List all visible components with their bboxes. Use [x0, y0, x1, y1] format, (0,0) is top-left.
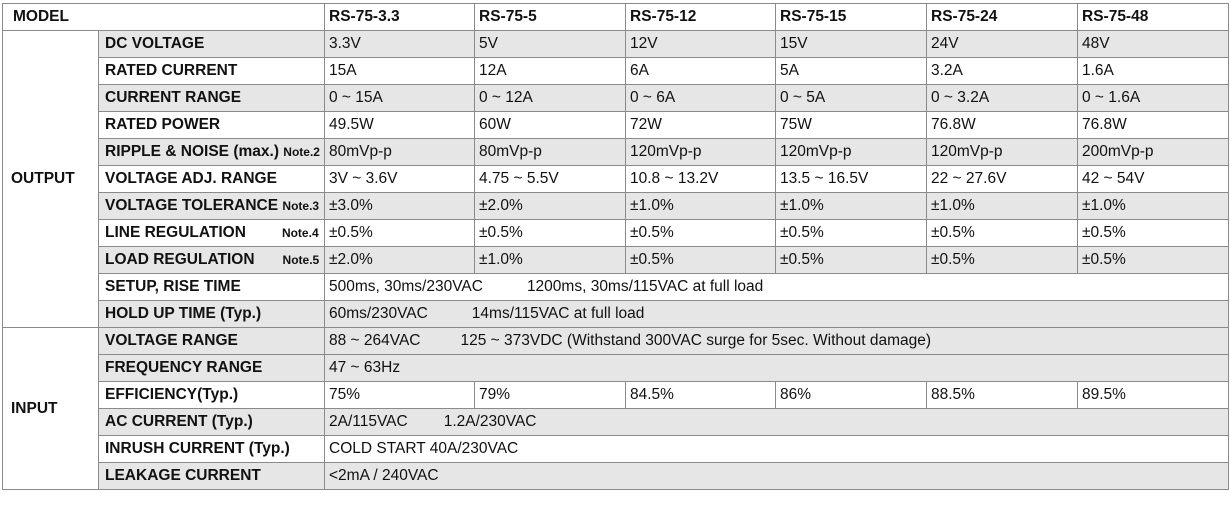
table-cell: 0 ~ 15A	[325, 85, 475, 112]
value-part: 14ms/115VAC at full load	[471, 305, 645, 322]
note-ref: Note.2	[283, 145, 320, 159]
table-cell: ±2.0%	[475, 193, 626, 220]
table-cell: 120mVp-p	[927, 139, 1078, 166]
table-cell: 72W	[626, 112, 776, 139]
table-cell: 76.8W	[1078, 112, 1229, 139]
table-cell: 75%	[325, 382, 475, 409]
table-cell: 120mVp-p	[626, 139, 776, 166]
table-row	[3, 58, 1229, 85]
table-cell: 89.5%	[1078, 382, 1229, 409]
table-cell: ±1.0%	[475, 247, 626, 274]
output-group-label: OUTPUT	[3, 31, 99, 328]
value-part: 1200ms, 30ms/115VAC at full load	[526, 278, 764, 295]
table-cell: 120mVp-p	[776, 139, 927, 166]
input-group-label: INPUT	[3, 328, 99, 490]
table-cell: ±1.0%	[626, 193, 776, 220]
table-cell: ±3.0%	[325, 193, 475, 220]
table-row	[3, 463, 1229, 490]
table-cell: 0 ~ 12A	[475, 85, 626, 112]
table-cell: ±0.5%	[1078, 247, 1229, 274]
row-label: VOLTAGE ADJ. RANGE	[99, 166, 325, 193]
table-cell: ±0.5%	[776, 220, 927, 247]
row-label	[99, 220, 325, 247]
model-header: RS-75-5	[475, 4, 626, 31]
model-header: RS-75-12	[626, 4, 776, 31]
table-row	[3, 301, 1229, 328]
table-cell: ±0.5%	[626, 220, 776, 247]
table-cell: COLD START 40A/230VAC	[325, 436, 1229, 463]
table-cell: 0 ~ 5A	[776, 85, 927, 112]
note-ref: Note.4	[281, 226, 319, 240]
table-cell: ±1.0%	[776, 193, 927, 220]
table-cell: 4.75 ~ 5.5V	[475, 166, 626, 193]
note-ref: Note.5	[282, 253, 320, 267]
row-label: LEAKAGE CURRENT	[99, 463, 325, 490]
table-cell: 0 ~ 3.2A	[927, 85, 1078, 112]
table-cell: 79%	[475, 382, 626, 409]
model-header: RS-75-24	[927, 4, 1078, 31]
table-cell: 47 ~ 63Hz	[325, 355, 1229, 382]
row-label	[99, 193, 325, 220]
table-cell: 3.2A	[927, 58, 1078, 85]
table-cell: 10.8 ~ 13.2V	[626, 166, 776, 193]
value-part: 60ms/230VAC	[329, 305, 428, 322]
table-cell: 1.6A	[1078, 58, 1229, 85]
row-label: VOLTAGE RANGE	[99, 328, 325, 355]
table-row	[3, 409, 1229, 436]
table-row	[3, 220, 1229, 247]
table-cell: ±0.5%	[927, 220, 1078, 247]
table-cell	[325, 328, 1229, 355]
table-row	[3, 247, 1229, 274]
table-row	[3, 382, 1229, 409]
table-cell: 49.5W	[325, 112, 475, 139]
value-part: 1.2A/230VAC	[443, 413, 537, 430]
model-header: RS-75-3.3	[325, 4, 475, 31]
table-cell: 13.5 ~ 16.5V	[776, 166, 927, 193]
table-cell: ±0.5%	[475, 220, 626, 247]
spec-table	[2, 3, 1229, 490]
table-cell: 22 ~ 27.6V	[927, 166, 1078, 193]
row-label-text: LINE REGULATION	[105, 224, 246, 241]
table-row	[3, 139, 1229, 166]
table-cell: 12V	[626, 31, 776, 58]
table-cell: 48V	[1078, 31, 1229, 58]
value-part: 2A/115VAC	[329, 413, 408, 430]
table-row	[3, 436, 1229, 463]
table-cell: 86%	[776, 382, 927, 409]
table-cell: ±0.5%	[325, 220, 475, 247]
table-row	[3, 355, 1229, 382]
table-row	[3, 85, 1229, 112]
value-part: 88 ~ 264VAC	[329, 332, 421, 349]
row-label: EFFICIENCY(Typ.)	[99, 382, 325, 409]
table-row	[3, 328, 1229, 355]
table-cell: 80mVp-p	[475, 139, 626, 166]
row-label: HOLD UP TIME (Typ.)	[99, 301, 325, 328]
table-cell	[325, 301, 1229, 328]
row-label	[99, 247, 325, 274]
table-cell: 0 ~ 1.6A	[1078, 85, 1229, 112]
row-label: SETUP, RISE TIME	[99, 274, 325, 301]
row-label: DC VOLTAGE	[99, 31, 325, 58]
table-cell: ±0.5%	[626, 247, 776, 274]
table-cell: 200mVp-p	[1078, 139, 1229, 166]
table-cell: 42 ~ 54V	[1078, 166, 1229, 193]
row-label-text: VOLTAGE TOLERANCE	[105, 197, 279, 214]
row-label-text: RIPPLE & NOISE (max.)	[105, 143, 279, 160]
table-cell	[325, 274, 1229, 301]
table-cell: 60W	[475, 112, 626, 139]
row-label: RATED CURRENT	[99, 58, 325, 85]
table-cell: 15V	[776, 31, 927, 58]
table-cell: 6A	[626, 58, 776, 85]
table-cell: ±0.5%	[1078, 220, 1229, 247]
table-cell: 3V ~ 3.6V	[325, 166, 475, 193]
note-ref: Note.3	[282, 199, 320, 213]
row-label: INRUSH CURRENT (Typ.)	[99, 436, 325, 463]
header-row	[3, 4, 1229, 31]
row-label: AC CURRENT (Typ.)	[99, 409, 325, 436]
row-label	[99, 139, 325, 166]
table-cell: 3.3V	[325, 31, 475, 58]
table-cell	[325, 409, 1229, 436]
table-row	[3, 31, 1229, 58]
table-cell: ±0.5%	[776, 247, 927, 274]
table-cell: 15A	[325, 58, 475, 85]
row-label-text: LOAD REGULATION	[105, 251, 255, 268]
table-cell: 76.8W	[927, 112, 1078, 139]
table-cell: ±0.5%	[927, 247, 1078, 274]
table-cell: 5A	[776, 58, 927, 85]
table-cell: 5V	[475, 31, 626, 58]
model-header: RS-75-15	[776, 4, 927, 31]
row-label: FREQUENCY RANGE	[99, 355, 325, 382]
table-cell: 88.5%	[927, 382, 1078, 409]
table-row	[3, 166, 1229, 193]
table-cell: 12A	[475, 58, 626, 85]
table-row	[3, 274, 1229, 301]
table-row	[3, 193, 1229, 220]
value-part: 500ms, 30ms/230VAC	[329, 278, 483, 295]
table-cell: <2mA / 240VAC	[325, 463, 1229, 490]
table-cell: 84.5%	[626, 382, 776, 409]
row-label: CURRENT RANGE	[99, 85, 325, 112]
table-cell: ±2.0%	[325, 247, 475, 274]
table-cell: 75W	[776, 112, 927, 139]
table-cell: ±1.0%	[927, 193, 1078, 220]
model-header: RS-75-48	[1078, 4, 1229, 31]
table-cell: 80mVp-p	[325, 139, 475, 166]
model-label: MODEL	[3, 4, 325, 31]
table-cell: 24V	[927, 31, 1078, 58]
table-cell: 0 ~ 6A	[626, 85, 776, 112]
row-label: RATED POWER	[99, 112, 325, 139]
table-cell: ±1.0%	[1078, 193, 1229, 220]
value-part: 125 ~ 373VDC (Withstand 300VAC surge for 5sec. Without damage)	[460, 332, 932, 349]
table-row	[3, 112, 1229, 139]
